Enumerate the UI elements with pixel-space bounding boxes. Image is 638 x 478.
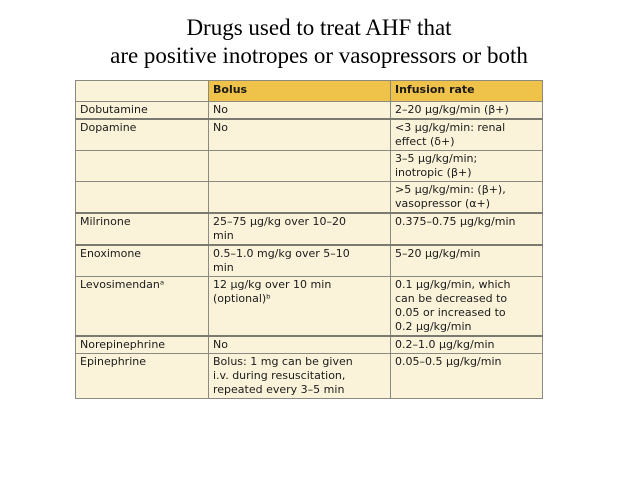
- drug-name: Dopamine: [80, 121, 137, 134]
- drug-name-cell: [76, 119, 209, 151]
- infusion-value: 3–5 μg/kg/min; inotropic (β+): [395, 152, 478, 179]
- infusion-cell: [391, 336, 543, 354]
- bolus-cell: [209, 336, 391, 354]
- infusion-cell: [391, 182, 543, 214]
- bolus-value: 12 μg/kg over 10 min (optional)ᵇ: [213, 278, 332, 305]
- bolus-cell: [209, 182, 391, 214]
- slide-title: [0, 14, 638, 70]
- drug-name-cell: [76, 102, 209, 120]
- table-row: [76, 213, 543, 245]
- title-line-1: Drugs used to treat AHF that: [186, 15, 452, 40]
- header-infusion-rate: Infusion rate: [391, 81, 543, 102]
- bolus-value: 0.5–1.0 mg/kg over 5–10 min: [213, 247, 350, 274]
- bolus-value: 25–75 μg/kg over 10–20 min: [213, 215, 347, 242]
- table-row: [76, 102, 543, 120]
- drug-name: Milrinone: [80, 215, 131, 228]
- infusion-value: 2–20 μg/kg/min (β+): [395, 103, 509, 116]
- drug-name-cell: [76, 213, 209, 245]
- header-drug-column: [76, 81, 209, 102]
- drug-name-cell: [76, 182, 209, 214]
- infusion-cell: [391, 245, 543, 277]
- infusion-value: <3 μg/kg/min: renal effect (δ+): [395, 121, 506, 148]
- drug-name: Epinephrine: [80, 355, 146, 368]
- infusion-value: 0.1 μg/kg/min, which can be decreased to 0.05 or increased to 0.2 μg/kg/min: [395, 278, 511, 333]
- bolus-cell: [209, 102, 391, 120]
- infusion-value: >5 μg/kg/min: (β+), vasopressor (α+): [395, 183, 506, 210]
- bolus-cell: [209, 245, 391, 277]
- drug-name-cell: [76, 354, 209, 399]
- infusion-value: 0.375–0.75 μg/kg/min: [395, 215, 516, 228]
- table-row: [76, 354, 543, 399]
- header-bolus: Bolus: [209, 81, 391, 102]
- drug-name: Dobutamine: [80, 103, 148, 116]
- bolus-cell: [209, 151, 391, 182]
- drug-name: Enoximone: [80, 247, 142, 260]
- title-line-2: are positive inotropes or vasopressors or both: [110, 43, 528, 68]
- infusion-cell: [391, 213, 543, 245]
- bolus-cell: [209, 354, 391, 399]
- drug-name-cell: [76, 151, 209, 182]
- drug-name-cell: [76, 277, 209, 337]
- infusion-value: 5–20 μg/kg/min: [395, 247, 481, 260]
- table-row: [76, 119, 543, 151]
- infusion-cell: [391, 277, 543, 337]
- drug-name: Levosimendanᵃ: [80, 278, 165, 291]
- infusion-cell: [391, 354, 543, 399]
- bolus-value: No: [213, 121, 228, 134]
- bolus-cell: [209, 119, 391, 151]
- infusion-value: 0.05–0.5 μg/kg/min: [395, 355, 502, 368]
- table-row: [76, 182, 543, 214]
- infusion-cell: [391, 119, 543, 151]
- infusion-cell: [391, 151, 543, 182]
- bolus-cell: [209, 277, 391, 337]
- bolus-value: No: [213, 338, 228, 351]
- bolus-cell: [209, 213, 391, 245]
- drug-name-cell: [76, 245, 209, 277]
- table-row: [76, 277, 543, 337]
- table-header-row: [76, 81, 543, 102]
- table-row: [76, 336, 543, 354]
- infusion-value: 0.2–1.0 μg/kg/min: [395, 338, 495, 351]
- table-row: [76, 151, 543, 182]
- drug-dosing-table: [75, 80, 543, 399]
- drug-name: Norepinephrine: [80, 338, 166, 351]
- bolus-value: No: [213, 103, 228, 116]
- bolus-value: Bolus: 1 mg can be given i.v. during resuscitation, repeated every 3–5 min: [213, 355, 353, 396]
- drug-name-cell: [76, 336, 209, 354]
- table-row: [76, 245, 543, 277]
- infusion-cell: [391, 102, 543, 120]
